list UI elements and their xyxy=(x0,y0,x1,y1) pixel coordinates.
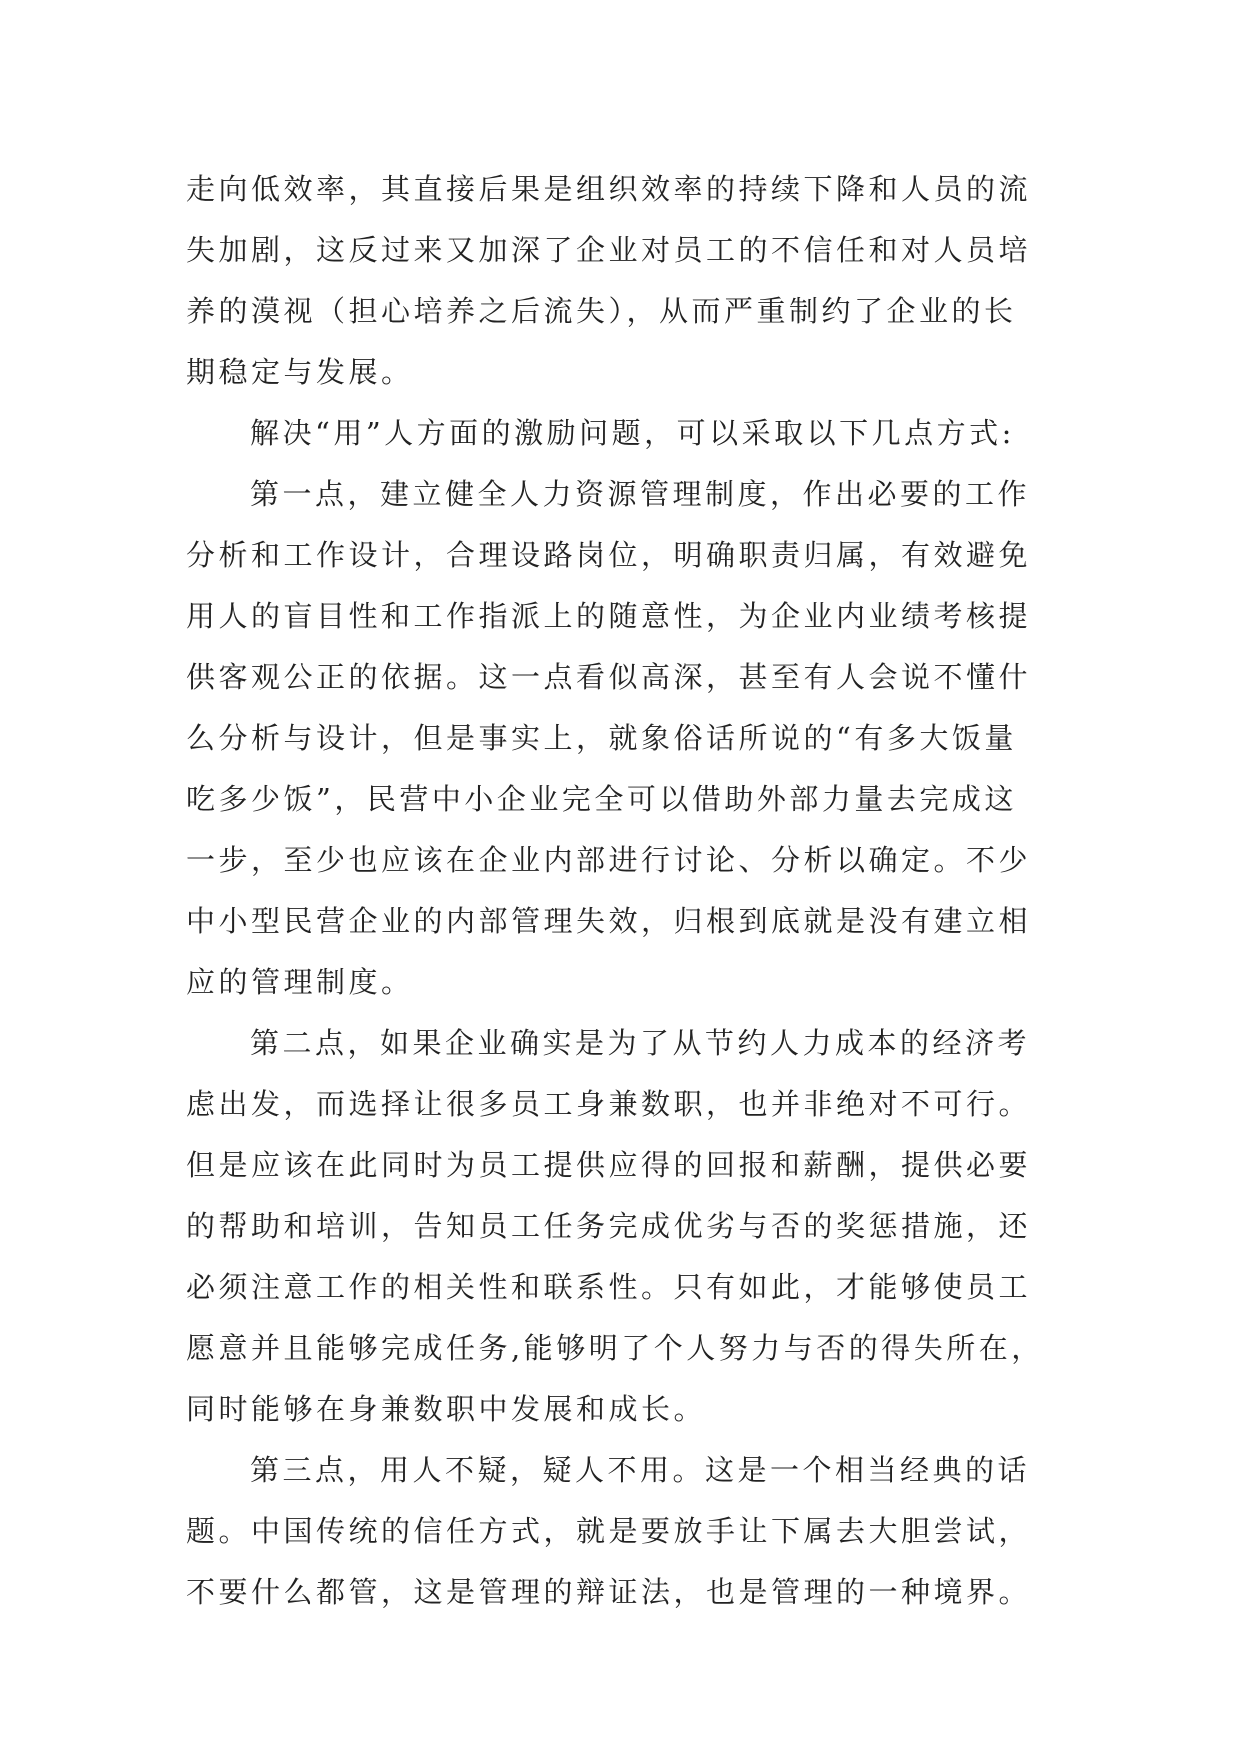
text-line: 期稳定与发展。 xyxy=(186,355,414,389)
text-line: 用人的盲目性和工作指派上的随意性，为企业内业绩考核提 xyxy=(186,599,1032,633)
paragraph-start-line: 第三点，用人不疑，疑人不用。这是一个相当经典的话 xyxy=(250,1453,1031,1487)
text-line: 么分析与设计，但是事实上，就象俗话所说的“有多大饭量 xyxy=(186,721,1017,755)
text-line: 一步，至少也应该在企业内部进行讨论、分析以确定。不少 xyxy=(186,843,1032,877)
text-line: 题。中国传统的信任方式，就是要放手让下属去大胆尝试， xyxy=(186,1514,1032,1548)
text-line: 同时能够在身兼数职中发展和成长。 xyxy=(186,1392,707,1426)
text-line: 虑出发，而选择让很多员工身兼数职，也并非绝对不可行。 xyxy=(186,1087,1032,1121)
text-line: 应的管理制度。 xyxy=(186,965,414,999)
text-line: 走向低效率，其直接后果是组织效率的持续下降和人员的流 xyxy=(186,172,1032,206)
text-line: 供客观公正的依据。这一点看似高深，甚至有人会说不懂什 xyxy=(186,660,1032,694)
paragraph-start-line: 第一点，建立健全人力资源管理制度，作出必要的工作 xyxy=(250,477,1031,511)
text-line: 的帮助和培训，告知员工任务完成优劣与否的奖惩措施，还 xyxy=(186,1209,1032,1243)
paragraph-start-line: 解决“用”人方面的激励问题，可以采取以下几点方式: xyxy=(250,416,1015,450)
text-line: 愿意并且能够完成任务,能够明了个人努力与否的得失所在， xyxy=(186,1331,1044,1365)
text-line: 必须注意工作的相关性和联系性。只有如此，才能够使员工 xyxy=(186,1270,1032,1304)
paragraph-start-line: 第二点，如果企业确实是为了从节约人力成本的经济考 xyxy=(250,1026,1031,1060)
text-line: 分析和工作设计，合理设路岗位，明确职责归属，有效避免 xyxy=(186,538,1032,572)
text-line: 中小型民营企业的内部管理失效，归根到底就是没有建立相 xyxy=(186,904,1032,938)
text-line: 不要什么都管，这是管理的辩证法，也是管理的一种境界。 xyxy=(186,1575,1032,1609)
text-line: 但是应该在此同时为员工提供应得的回报和薪酬，提供必要 xyxy=(186,1148,1032,1182)
text-line: 养的漠视（担心培养之后流失），从而严重制约了企业的长 xyxy=(186,294,1017,328)
document-body xyxy=(186,159,1066,1623)
text-line: 吃多少饭”，民营中小企业完全可以借助外部力量去完成这 xyxy=(186,782,1017,816)
text-line: 失加剧，这反过来又加深了企业对员工的不信任和对人员培 xyxy=(186,233,1032,267)
